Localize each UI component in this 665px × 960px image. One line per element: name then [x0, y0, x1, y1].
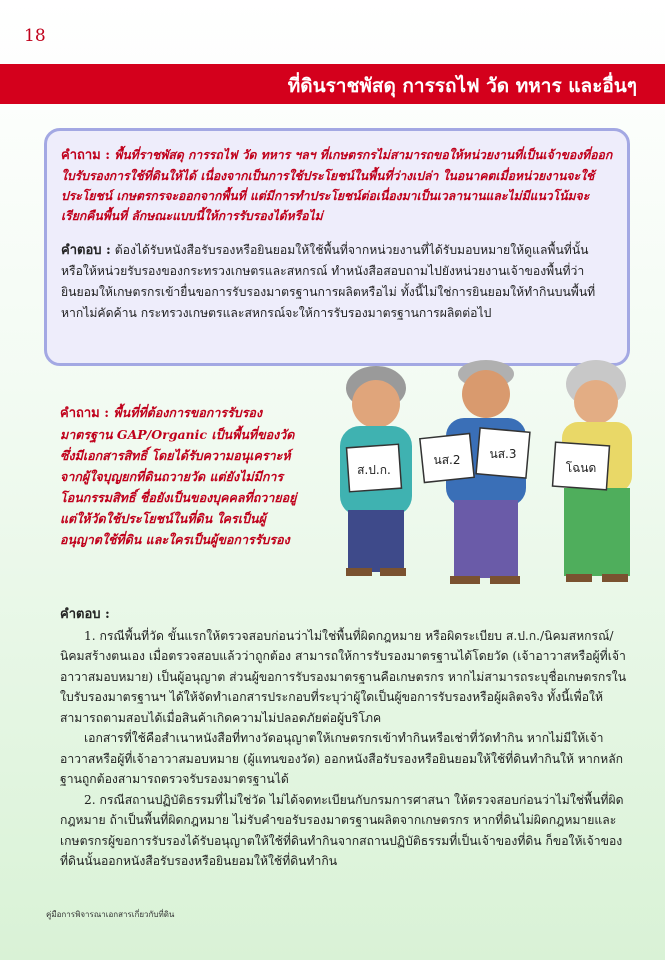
- question-2: [60, 402, 298, 550]
- question-1-text: พื้นที่ราชพัสดุ การรถไฟ วัด ทหาร ฯลฯ ที่เกษตรกรไม่สามารถขอให้หน่วยงานที่เป็นเจ้าของที่ออกใบรับรองการใช้ที่ดินให้ได้ เนื่องจากเป็นการใช้ประโยชน์ในพื้นที่ว่างเปล่า ในอนาคตเมื่อหน่วยงานจะใช้ประโยชน์ เกษตรกรจะออกจากพื้นที่ แต่มีการทำประโยชน์ต่อเนื่องมาเป็นเวลานานและไม่มีแนวโน้มจะเรียกคืนพื้นที่ ลักษณะแบบนี้ให้การรับรองได้หรือไม่: [61, 148, 613, 223]
- answer-2: [60, 605, 636, 872]
- farmer-middle: [420, 360, 530, 584]
- answer-1: [61, 240, 613, 324]
- question-1: [61, 145, 613, 226]
- answer-1-text: ต้องได้รับหนังสือรับรองหรือยินยอมให้ใช้พื้นที่จากหน่วยงานที่ได้รับมอบหมายให้ดูแลพื้นที่นั้น หรือให้หน่วยรับรองของกระทรวงเกษตรและสหกรณ์ ทำหนังสือสอบถามไปยังหน่วยงานเจ้าของพื้นที่ว่ายินยอมให้เกษตรกรเข้ายื่นขอการรับรองมาตรฐานการผลิตหรือไม่ ทั้งนี้ไม่ใช่การยินยอมให้ทำกินบนพื้นที่ หากไม่คัดค้าน กระทรวงเกษตรและสหกรณ์จะให้การรับรองมาตรฐานการผลิตต่อไป: [61, 243, 596, 320]
- farmer-left: [340, 366, 412, 576]
- question-2-label: คำถาม :: [60, 406, 110, 421]
- sign-ns2: นส.2: [433, 453, 461, 467]
- section-title: ที่ดินราชพัสดุ การรถไฟ วัด ทหาร และอื่นๆ: [287, 75, 637, 97]
- question-2-text: พื้นที่ที่ต้องการขอการรับรองมาตรฐาน GAP/Organic เป็นพื้นที่ของวัด ซึ่งมีเอกสารสิทธิ์ โดยได้รับความอนุเคราะห์จากผู้ใจบุญยกที่ดินถวายวัด แต่ยังไม่มีการโอนกรรมสิทธิ์ ชื่อยังเป็นของบุคคลที่ถวายอยู่ แต่ให้วัดใช้ประโยชน์ในที่ดิน ใครเป็นผู้อนุญาตใช้ที่ดิน และใครเป็นผู้ขอการรับรอง: [60, 405, 297, 547]
- answer-2-paragraph-3: 2. กรณีสถานปฏิบัติธรรมที่ไม่ใช่วัด ไม่ได้จดทะเบียนกับกรมการศาสนา ให้ตรวจสอบก่อนว่าไม่ใช่พื้นที่ผิดกฎหมาย ถ้าเป็นพื้นที่ผิดกฎหมาย ไม่รับคำขอรับรองมาตรฐานผลิตจากเกษตรกร หากที่ดินไม่ผิดกฎหมายและเกษตรกรผู้ขอการรับรองได้รับอนุญาตให้ใช้ที่ดินทำกินจากสถานปฏิบัติธรรมที่เป็นเจ้าของที่ดิน ก็ขอให้เจ้าของที่ดินนั้นออกหนังสือรับรองหรือยินยอมให้ใช้ที่ดินทำกิน: [60, 792, 624, 868]
- answer-1-label: คำตอบ :: [61, 243, 111, 258]
- farmer-right: [553, 360, 632, 582]
- section-banner: [0, 64, 665, 104]
- farmers-illustration: [318, 360, 648, 600]
- answer-2-paragraph-2: เอกสารที่ใช้คือสำเนาหนังสือที่ทางวัดอนุญาตให้เกษตรกรเข้าทำกินหรือเช่าที่วัดทำกิน หากไม่มีให้เจ้าอาวาสหรือผู้ที่เจ้าอาวาสมอบหมาย (ผู้แทนของวัด) ออกหนังสือรับรองหรือยินยอมให้ใช้ที่ดินทำกินให้ หากหลักฐานถูกต้องสามารถตรวจรับรองมาตรฐานได้: [60, 731, 624, 786]
- answer-2-label: คำตอบ :: [60, 607, 110, 622]
- page-number: 18: [24, 26, 46, 46]
- sign-spk: ส.ป.ก.: [357, 463, 391, 477]
- qa-box-1: [44, 128, 630, 366]
- answer-2-paragraph-1: 1. กรณีพื้นที่วัด ขั้นแรกให้ตรวจสอบก่อนว่าไม่ใช่พื้นที่ผิดกฎหมาย หรือผิดระเบียบ ส.ป.ก./นิคมสหกรณ์/นิคมสร้างตนเอง เมื่อตรวจสอบแล้วว่าถูกต้อง สามารถให้การรับรองมาตรฐานได้โดยวัด (เจ้าอาวาสหรือผู้ที่เจ้าอาวาสมอบหมาย) เป็นผู้อนุญาต ส่วนผู้ขอการรับรองมาตรฐานคือเกษตรกร หากไม่สามารถระบุชื่อเกษตรกรในใบรับรองมาตรฐานฯ ได้ให้จัดทำเอกสารประกอบที่ระบุว่าผู้ใดเป็นผู้ขอการรับรองหรือผู้ผลิตจริง ทั้งนี้เพื่อให้สามารถตามสอบได้เมื่อสินค้าเกิดความไม่ปลอดภัยต่อผู้บริโภค: [60, 628, 627, 725]
- question-1-label: คำถาม :: [61, 148, 111, 163]
- sign-ns3: นส.3: [489, 447, 517, 461]
- sign-chanot: โฉนด: [565, 461, 597, 475]
- footer-text: คู่มือการพิจารณาเอกสารเกี่ยวกับที่ดิน: [46, 910, 175, 919]
